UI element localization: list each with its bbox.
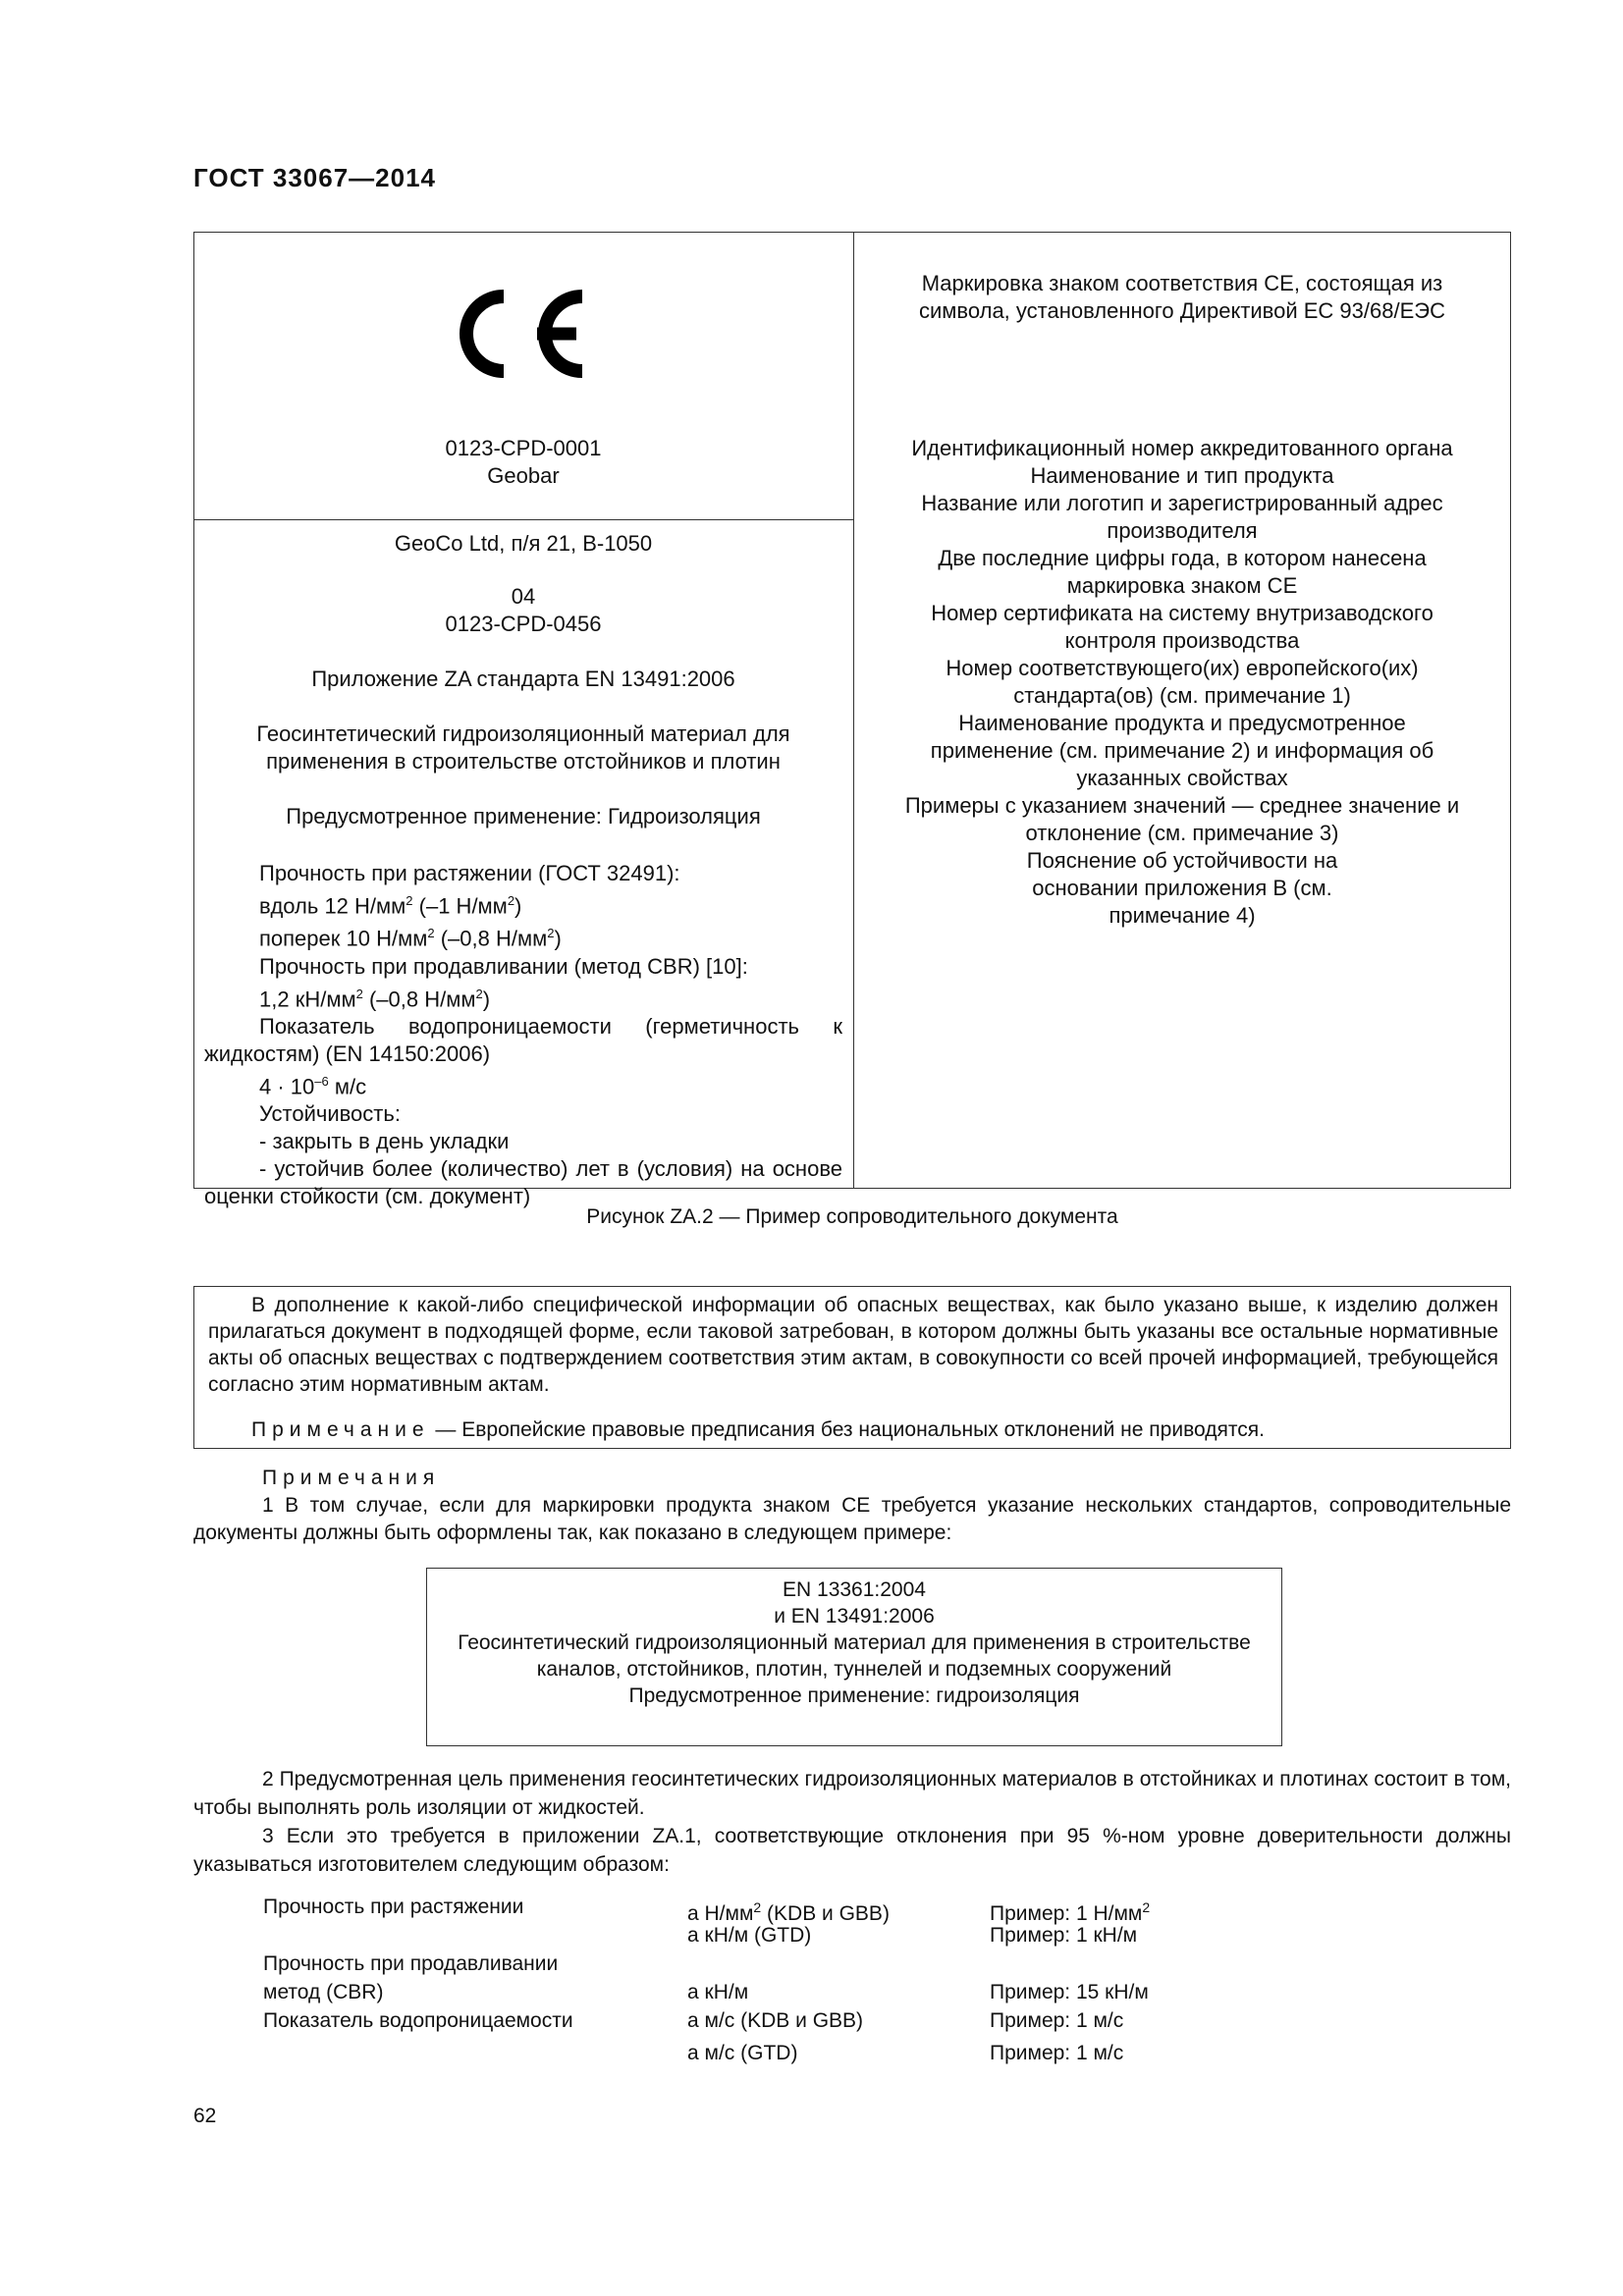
deviation-unit: a кН/м (GTD) — [687, 1924, 812, 1947]
deviation-property: Показатель водопроницаемости — [263, 2009, 573, 2032]
product-description: Геосинтетический гидроизоляционный материал для применения в строительстве отстойников и плотин — [256, 721, 790, 774]
tensile-across: поперек 10 $Н/мм^2$ (–0,8 $Н/мм^2$) — [259, 926, 562, 951]
legend-item: Идентификационный номер аккредитованного органа — [911, 436, 1453, 460]
note-2: 2 Предусмотренная цель применения геосинтетических гидроизоляционных материалов в отстойниках и плотинах состоит в том, чтобы выполнять роль изоляции от жидкостей. — [193, 1768, 1511, 1819]
puncture-value: 1,2 $кН/мм^2$ (–0,8 $Н/мм^2$) — [259, 986, 491, 1011]
intended-use: Предусмотренное применение: Гидроизоляция — [286, 804, 761, 828]
legend-item: Название или логотип и зарегистрированный адрес производителя — [921, 491, 1443, 543]
example-line: Геосинтетический гидроизоляционный материал для применения в строительстве каналов, отстойников, плотин, туннелей и подземных сооружений — [458, 1631, 1251, 1681]
legend-item: Пояснение об устойчивости на основании приложения B (см. примечание 4) — [1026, 848, 1338, 928]
deviation-property: Прочность при растяжении — [263, 1896, 524, 1918]
deviation-unit: a кН/м — [687, 1981, 749, 2003]
deviation-unit: a $Н/мм^2$ (KDB и GBB) — [687, 1899, 890, 1925]
permeability-value: $4 \cdot 10^{-6}$ м/с — [259, 1073, 367, 1099]
certificate-number: 0123-CPD-0456 — [445, 612, 602, 636]
tensile-title: Прочность при растяжении (ГОСТ 32491): — [259, 861, 680, 885]
tensile-along: вдоль 12 $Н/мм^2$ (–1 $Н/мм^2$) — [259, 893, 522, 919]
example-text — [432, 1576, 1276, 1709]
standard-reference: Приложение ZA стандарта EN 13491:2006 — [311, 667, 735, 691]
marking-year: 04 — [511, 584, 536, 609]
legend-item: Номер сертификата на систему внутризаводского контроля производства — [931, 601, 1434, 653]
document-header: ГОСТ 33067—2014 — [193, 163, 436, 192]
example-line: и EN 13491:2006 — [774, 1605, 935, 1628]
note-1: 1 В том случае, если для маркировки продукта знаком CE требуется указание нескольких стандартов, сопроводительные документы должны быть оформлены так, как показано в следующем примере: — [193, 1494, 1511, 1544]
page-number: 62 — [193, 2105, 217, 2127]
legend-item: Наименование и тип продукта — [1030, 463, 1334, 488]
figure-caption: Рисунок ZA.2 — Пример сопроводительного документа — [586, 1205, 1118, 1228]
deviation-property: метод (CBR) — [263, 1981, 384, 2003]
legend-list — [856, 435, 1508, 930]
info-note: Примечание — Европейские правовые предписания без национальных отклонений не приводятся. — [251, 1418, 1265, 1441]
product-name: Geobar — [487, 463, 560, 488]
deviation-unit: a м/с (GTD) — [687, 2042, 798, 2064]
ce-description: Маркировка знаком соответствия CE, состоящая из символа, установленного Директивой ЕС 93/68/ЕЭС — [919, 271, 1445, 323]
deviation-example: Пример: 1 кН/м — [990, 1924, 1138, 1947]
deviation-example: Пример: 1 $Н/мм^2$ — [990, 1899, 1151, 1925]
manufacturer-block — [196, 530, 850, 830]
durability-title: Устойчивость: — [259, 1101, 401, 1127]
notified-body-block — [196, 435, 850, 490]
durability-item: - закрыть в день укладки — [259, 1129, 510, 1154]
deviation-example: Пример: 15 кН/м — [990, 1981, 1149, 2003]
note-3: 3 Если это требуется в приложении ZA.1, соответствующие отклонения при 95 %-ном уровне доверительности должны указываться изготовителем следующим образом: — [193, 1825, 1511, 1876]
table-divider-vertical — [853, 232, 854, 1189]
legend-item: Номер соответствующего(их) европейского(их) стандарта(ов) (см. примечание 1) — [946, 656, 1419, 708]
deviation-example: Пример: 1 м/с — [990, 2009, 1124, 2032]
deviation-property: Прочность при продавливании — [263, 1952, 559, 1975]
info-text: В дополнение к какой-либо специфической информации об опасных веществах, как было указано выше, к изделию должен прилагаться документ в подходящей форме, если таковой затребован, в котором должны быть указаны все остальные нормативные акты об опасных веществах с подтверждением соответствия этим актам, в совокупности со всей прочей информацией, требующейся согласно этим нормативным актам. — [208, 1294, 1498, 1396]
manufacturer-address: GeoCo Ltd, п/я 21, B-1050 — [394, 531, 653, 556]
permeability-title: Показатель водопроницаемости (герметичность к жидкостям) (EN 14150:2006) — [204, 1013, 842, 1066]
deviation-unit: a м/с (KDB и GBB) — [687, 2009, 864, 2032]
legend-item: Примеры с указанием значений — среднее значение и отклонение (см. примечание 3) — [904, 793, 1460, 845]
legend-item: Две последние цифры года, в котором нанесена маркировка знаком CE — [938, 546, 1427, 598]
table-divider-horizontal — [193, 519, 853, 520]
notes-heading: Примечания — [262, 1467, 441, 1489]
example-line: EN 13361:2004 — [783, 1578, 926, 1601]
properties-block — [204, 860, 842, 1210]
deviation-example: Пример: 1 м/с — [990, 2042, 1124, 2064]
puncture-title: Прочность при продавливании (метод CBR) [10]: — [259, 953, 748, 979]
ce-mark-icon — [439, 275, 596, 393]
example-line: Предусмотренное применение: гидроизоляция — [628, 1684, 1080, 1707]
notified-body-number: 0123-CPD-0001 — [445, 436, 602, 460]
durability-item: - устойчив более (количество) лет в (условия) на основе оценки стойкости (см. документ) — [204, 1156, 842, 1209]
legend-item: Наименование продукта и предусмотренное применение (см. примечание 2) и информация об указанных свойствах — [930, 711, 1434, 790]
